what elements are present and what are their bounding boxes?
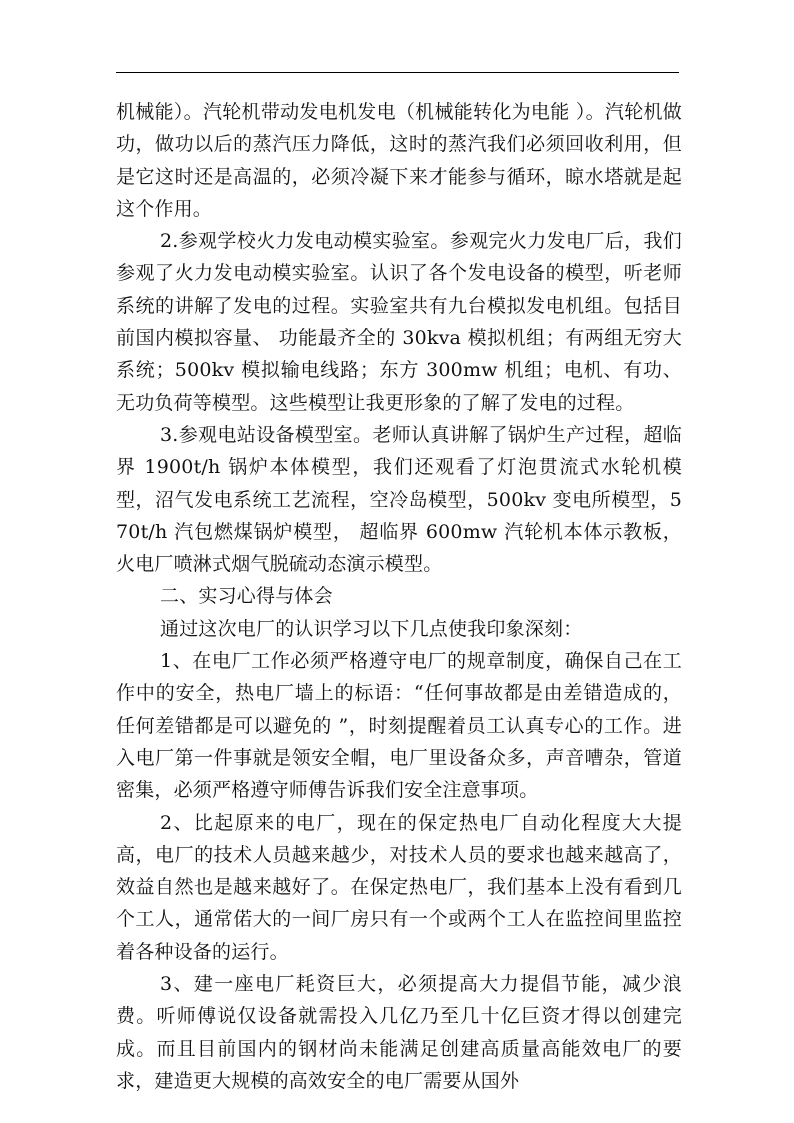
paragraph-point-1: 1、在电厂工作必须严格遵守电厂的规章制度，确保自己在工作中的安全，热电厂墙上的标语：“任何事故都是由差错造成的，任何差错都是可以避免的 ”，时刻提醒着员工认真专心的工作。进入电厂第一件事就是领安全帽，电厂里设备众多，声音嘈杂，管道密集，必须严格遵守师傅告诉我们安全注意事项。 [116, 650, 682, 802]
paragraph-point-2: 2、比起原来的电厂，现在的保定热电厂自动化程度大大提高，电厂的技术人员越来越少，对技术人员的要求也越来越高了，效益自然也是越来越好了。在保定热电厂，我们基本上没有看到几个工人，通常偌大的一间厂房只有一个或两个工人在监控间里监控着各种设备的运行。 [116, 811, 682, 963]
document-body [116, 96, 682, 1097]
header-rule [116, 72, 679, 73]
paragraph-3: 3.参观电站设备模型室。老师认真讲解了锅炉生产过程，超临界 1900t/h 锅炉本体模型，我们还观看了灯泡贯流式水轮机模型，沼气发电系统工艺流程，空冷岛模型，500kv 变电所模型，570t/h 汽包燃煤锅炉模型， 超临界 600mw 汽轮机本体示教板，火电厂喷淋式烟气脱硫动态演示模型。 [116, 423, 682, 576]
section-heading: 二、实习心得与体会 [160, 585, 333, 608]
paragraph-2: 2.参观学校火力发电动模实验室。参观完火力发电厂后，我们参观了火力发电动模实验室。认识了各个发电设备的模型，听老师系统的讲解了发电的过程。实验室共有九台模拟发电机组。包括目前国内模拟容量、 功能最齐全的 30kva 模拟机组；有两组无穷大系统；500kv 模拟输电线路；东方 300mw 机组；电机、有功、无功负荷等模型。这些模型让我更形象的了解了发电的过程。 [116, 230, 682, 414]
paragraph-1: 机械能）。汽轮机带动发电机发电（机械能转化为电能 ）。汽轮机做功，做功以后的蒸汽压力降低，这时的蒸汽我们必须回收利用，但是它这时还是高温的，必须冷凝下来才能参与循环，晾水塔就是起这个作用。 [116, 101, 682, 220]
paragraph-point-3: 3、建一座电厂耗资巨大，必须提高大力提倡节能，减少浪费。听师傅说仅设备就需投入几亿乃至几十亿巨资才得以创建完成。而且目前国内的钢材尚未能满足创建高质量高能效电厂的要求，建造更大规模的高效安全的电厂需要从国外 [116, 973, 682, 1092]
paragraph-intro: 通过这次电厂的认识学习以下几点使我印象深刻： [160, 617, 583, 640]
